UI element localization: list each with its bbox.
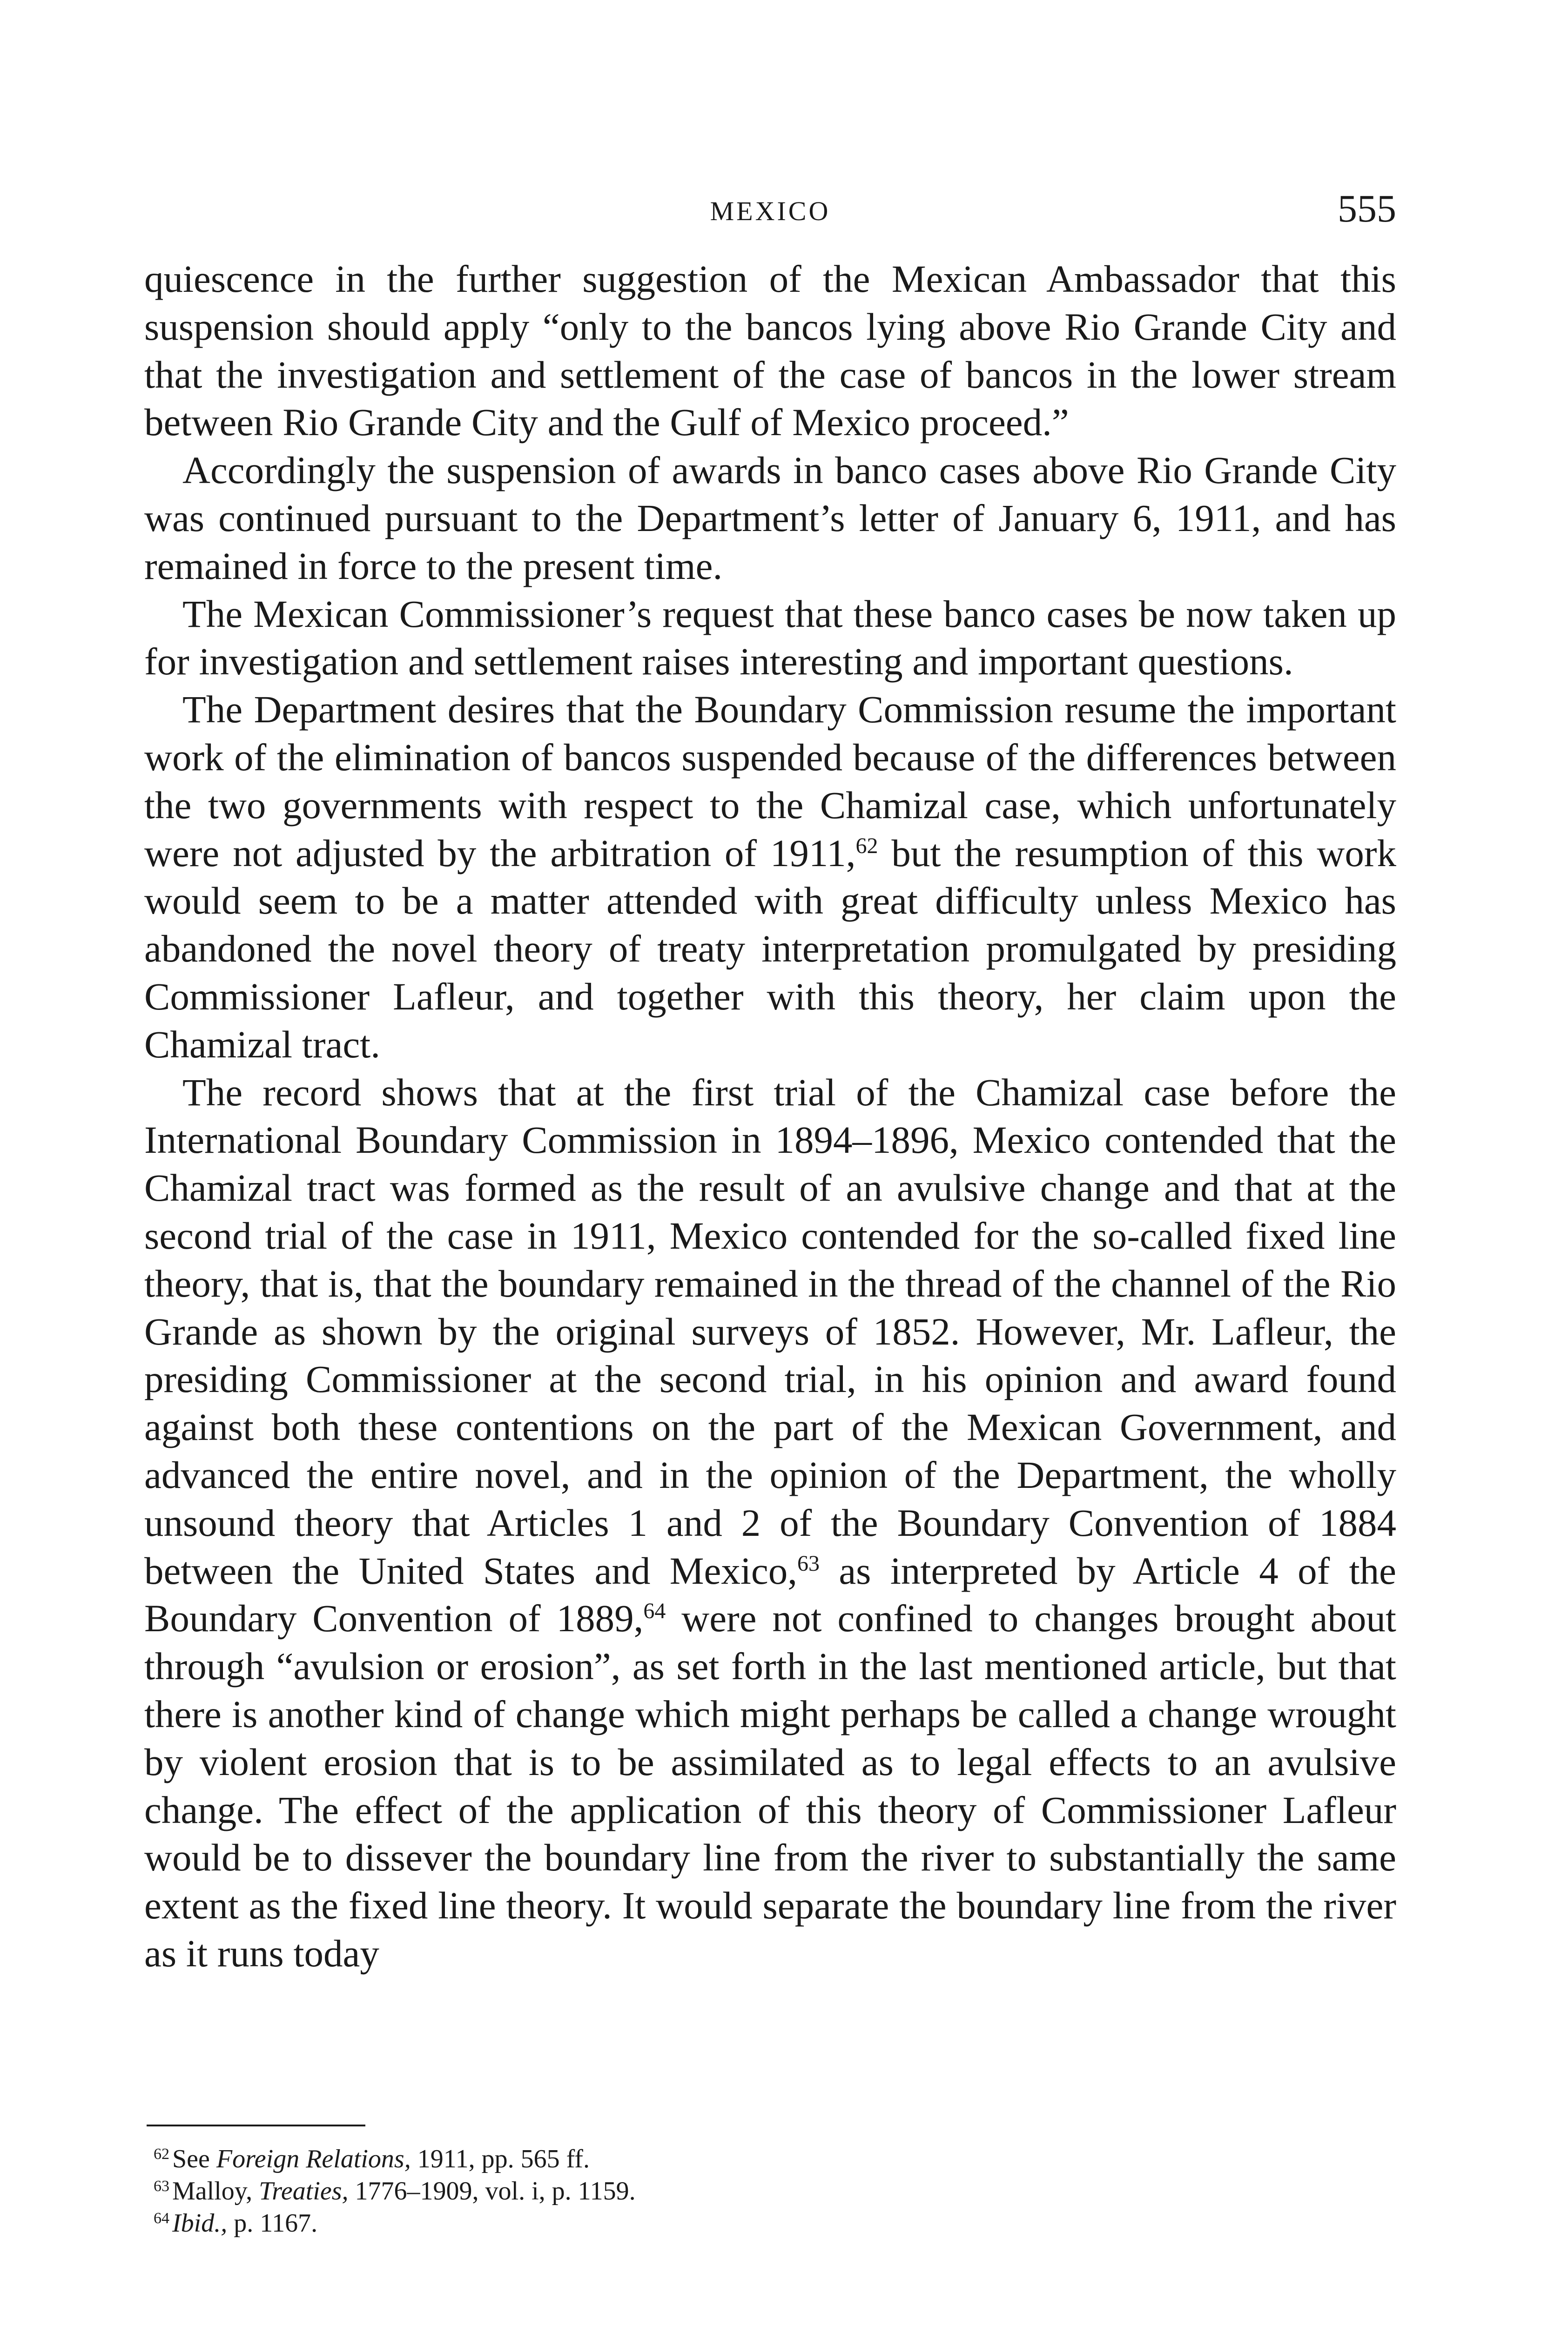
footnote [144, 2143, 1396, 2175]
footnote-reference[interactable]: 62 [855, 833, 878, 858]
paragraph-text: were not confined to changes brought about through “avulsion or erosion”, as set forth in the last mentioned article, but that there is another kind of change which might perhaps be called a change wrought by violent erosion that is to be assimilated as to legal effects to an avulsive change. The effect of the application of this theory of Commissioner Lafleur would be to dissever the boundary line from the river to substantially the same extent as the fixed line theory. It would separate the boundary line from the river as it runs today [144, 1597, 1396, 1975]
paragraph [144, 1069, 1396, 1977]
footnote-source-title: Foreign Relations, [216, 2145, 411, 2173]
footnote-marker: 64 [154, 2210, 169, 2227]
footnote-reference[interactable]: 63 [797, 1551, 820, 1576]
paragraph-continuation [144, 255, 1396, 446]
paragraph-text: The Department desires that the Boundary Commission resume the important work of the elimination of bancos suspended because of the differences between the two governments with respect to the Chamizal case, which unfortunately were not adjusted by the arbitration of 1911, [144, 688, 1396, 874]
footnote-text: Malloy, [172, 2177, 259, 2206]
footnote-text: 1911, pp. 565 ff. [411, 2145, 590, 2173]
paragraph [144, 686, 1396, 1068]
footnote [144, 2207, 1396, 2240]
footnotes [144, 2143, 1396, 2240]
footnote [144, 2175, 1396, 2207]
footnote-source-title: Ibid., [172, 2209, 228, 2238]
footnote-text: 1776–1909, vol. i, p. 1159. [348, 2177, 636, 2206]
footnote-divider [147, 2125, 365, 2126]
footnote-marker: 62 [154, 2145, 169, 2163]
paragraph-text: The record shows that at the first trial of the Chamizal case before the International Boundary Commission in 1894–1896, Mexico contended that the Chamizal tract was formed as the result of an avulsive change and that at the second trial of the case in 1911, Mexico contended for the so-called fixed line theory, that is, that the boundary remained in the thread of the channel of the Rio Grande as shown by the original surveys of 1852. However, Mr. Lafleur, the presiding Commissioner at the second trial, in his opinion and award found against both these contentions on the part of the Mexican Government, and advanced the entire novel, and in the opinion of the Department, the wholly unsound theory that Articles 1 and 2 of the Boundary Convention of 1884 between the United States and Mexico, [144, 1070, 1396, 1592]
running-head [144, 186, 1396, 237]
footnote-source-title: Treaties, [259, 2177, 349, 2206]
body-text [144, 255, 1396, 1977]
footnote-marker: 63 [154, 2178, 169, 2195]
footnote-text: p. 1167. [227, 2209, 318, 2238]
paragraph-text: but the resumption of this work would seem to be a matter attended with great difficulty unless Mexico has abandoned the novel theory of treaty interpretation promulgated by presiding Commissioner Lafleur, and together with this theory, her claim upon the Chamizal tract. [144, 831, 1397, 1066]
footnote-text: See [172, 2145, 216, 2173]
paragraph-text: Accordingly the suspension of awards in banco cases above Rio Grande City was continued pursuant to the Department’s letter of January 6, 1911, and has remained in force to the present time. [144, 449, 1396, 587]
paragraph-text: quiescence in the further suggestion of the Mexican Ambassador that this suspension should apply “only to the bancos lying above Rio Grande City and that the investigation and settlement of the case of bancos in the lower stream between Rio Grande City and the Gulf of Mexico proceed.” [144, 257, 1396, 444]
page-number: 555 [1338, 187, 1396, 230]
paragraph [144, 446, 1396, 590]
paragraph-text: as interpreted by Article 4 of the Boundary Convention of 1889, [144, 1549, 1396, 1640]
footnote-reference[interactable]: 64 [643, 1599, 666, 1624]
running-title: MEXICO [710, 196, 831, 226]
paragraph-text: The Mexican Commissioner’s request that these banco cases be now taken up for investigation and settlement raises interesting and important questions. [144, 592, 1396, 683]
paragraph [144, 590, 1396, 686]
